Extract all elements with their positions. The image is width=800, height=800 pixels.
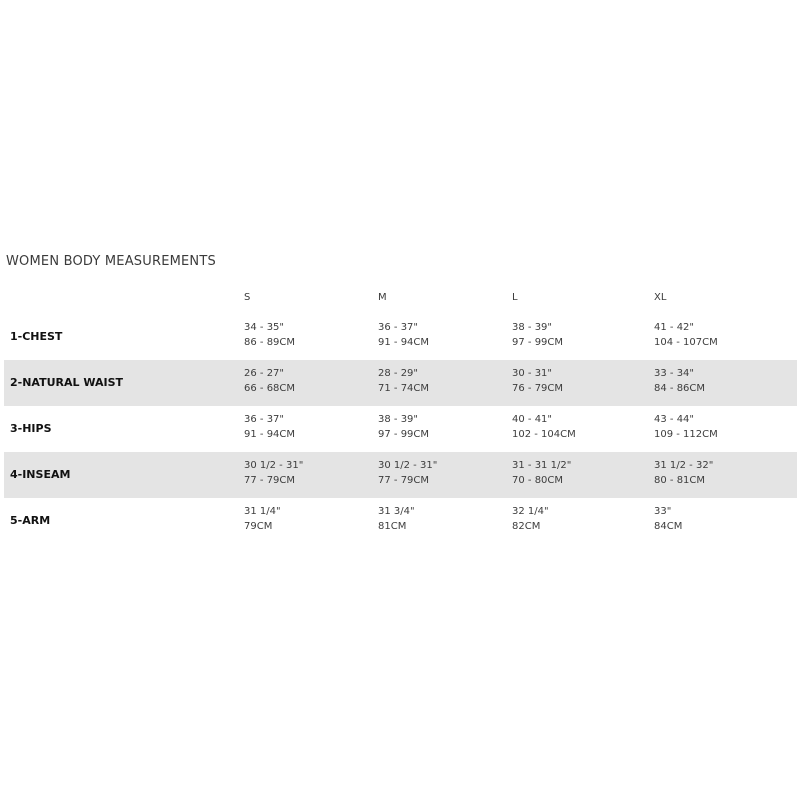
measurement-cell [512,320,563,350]
cm-value: 81CM [378,521,407,532]
row-label: 5-ARM [10,514,51,527]
cm-value: 77 - 79CM [244,475,296,486]
measurement-cell [378,366,429,396]
cm-value: 66 - 68CM [244,383,296,394]
cm-value: 84CM [654,521,683,532]
size-header-s: S [244,292,251,303]
measurement-cell [654,504,682,534]
row-label: 3-HIPS [10,422,52,435]
measurement-cell [654,366,705,396]
inches-value: 26 - 27" [244,368,285,379]
cm-value: 79CM [244,521,273,532]
measurement-cell [378,458,437,488]
row-label: 2-NATURAL WAIST [10,376,124,389]
cm-value: 91 - 94CM [244,429,296,440]
inches-value: 34 - 35" [244,322,285,333]
inches-value: 31 - 31 1/2" [512,460,572,471]
measurement-cell [378,320,429,350]
cm-value: 76 - 79CM [512,383,564,394]
row-label: 4-INSEAM [10,468,71,481]
cm-value: 77 - 79CM [378,475,430,486]
measurement-cell [512,366,563,396]
inches-value: 30 - 31" [512,368,553,379]
table-row-natural-waist [4,360,797,406]
measurement-cell [512,504,549,534]
cm-value: 82CM [512,521,541,532]
measurement-cell [244,458,303,488]
table-row-inseam [4,452,797,498]
cm-value: 80 - 81CM [654,475,706,486]
table-row-arm [4,498,797,544]
inches-value: 31 1/4" [244,506,281,517]
inches-value: 36 - 37" [244,414,285,425]
size-header-xl: XL [654,292,667,303]
measurement-cell [654,320,718,350]
inches-value: 33" [654,506,672,517]
inches-value: 36 - 37" [378,322,419,333]
inches-value: 38 - 39" [512,322,553,333]
cm-value: 91 - 94CM [378,337,430,348]
table-row-hips [4,406,797,452]
inches-value: 38 - 39" [378,414,419,425]
measurement-cell [654,412,718,442]
measurement-cell [244,412,295,442]
cm-value: 84 - 86CM [654,383,706,394]
inches-value: 30 1/2 - 31" [244,460,304,471]
inches-value: 40 - 41" [512,414,553,425]
inches-value: 33 - 34" [654,368,695,379]
cm-value: 97 - 99CM [512,337,564,348]
chart-title: WOMEN BODY MEASUREMENTS [6,254,216,269]
inches-value: 43 - 44" [654,414,695,425]
inches-value: 41 - 42" [654,322,695,333]
inches-value: 32 1/4" [512,506,549,517]
cm-value: 102 - 104CM [512,429,576,440]
measurement-cell [512,458,571,488]
measurement-cell [512,412,576,442]
inches-value: 31 3/4" [378,506,415,517]
row-label: 1-CHEST [10,330,63,343]
measurement-cell [244,504,281,534]
cm-value: 109 - 112CM [654,429,718,440]
size-header-l: L [512,292,518,303]
cm-value: 71 - 74CM [378,383,430,394]
inches-value: 28 - 29" [378,368,419,379]
inches-value: 30 1/2 - 31" [378,460,438,471]
cm-value: 86 - 89CM [244,337,296,348]
table-row-chest [4,314,797,360]
size-header-m: M [378,292,387,303]
cm-value: 97 - 99CM [378,429,430,440]
cm-value: 104 - 107CM [654,337,718,348]
measurement-cell [378,412,429,442]
measurement-cell [654,458,713,488]
measurement-cell [244,366,295,396]
measurement-cell [378,504,415,534]
measurement-cell [244,320,295,350]
inches-value: 31 1/2 - 32" [654,460,714,471]
cm-value: 70 - 80CM [512,475,564,486]
